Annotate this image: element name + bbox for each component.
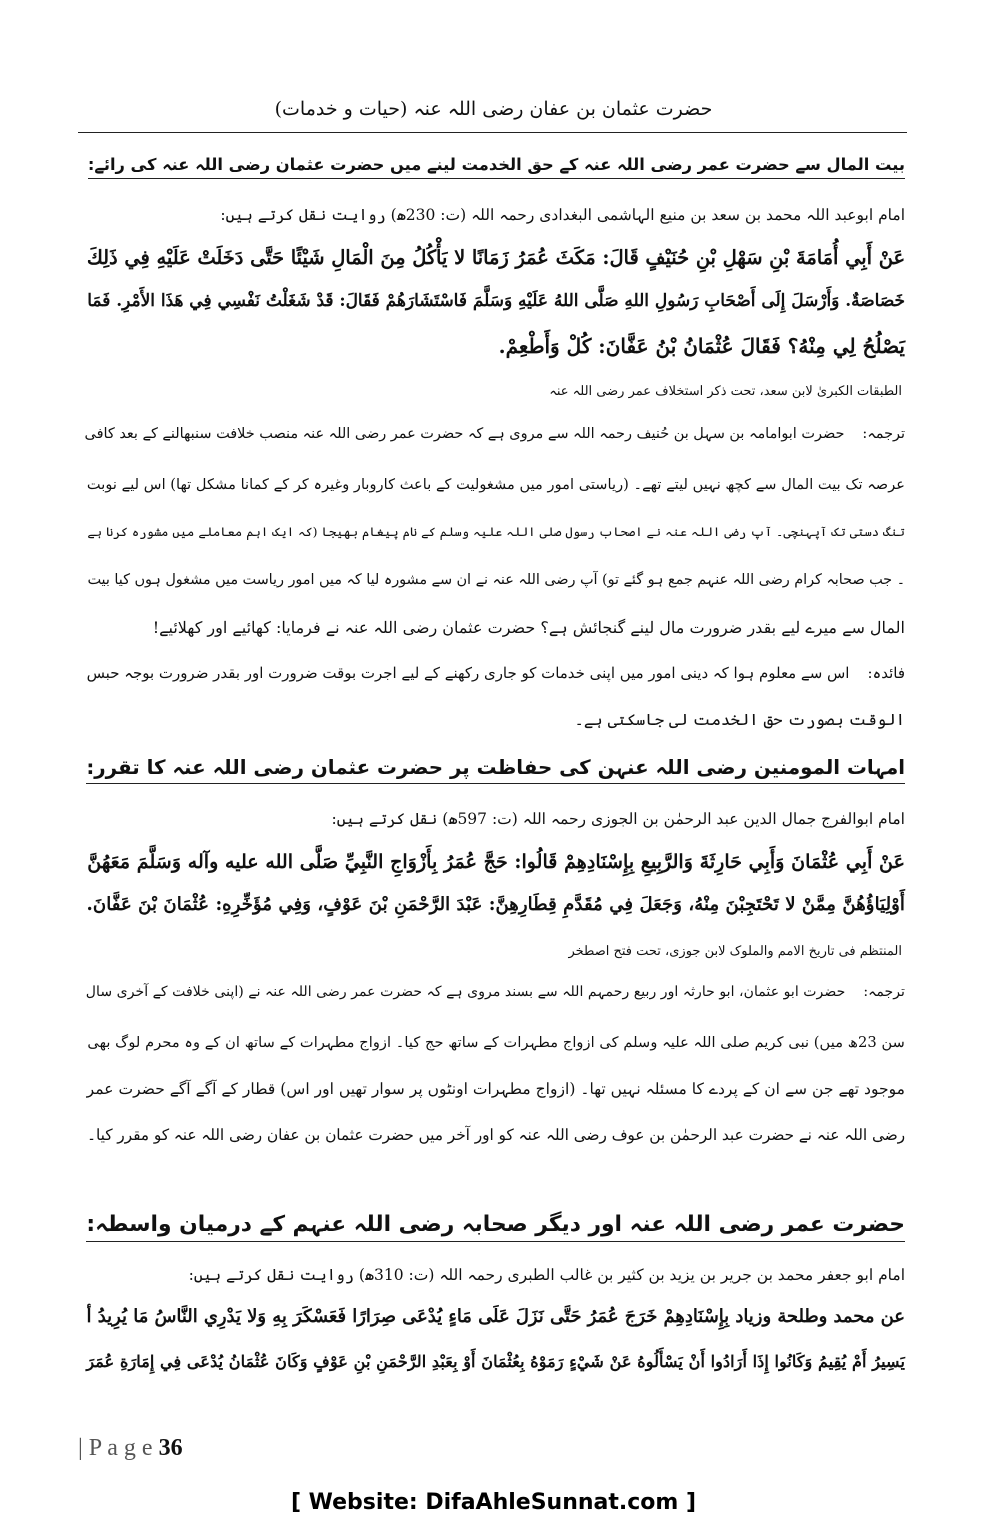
benefit-label: فائدہ: (867, 664, 905, 682)
arabic-text-line: خَصَاصَةٌ. وَأَرْسَلَ إِلَى أَصْحَابِ رَسُولِ اللهِ صَلَّى اللهُ عَلَيْهِ وَسَلَّمَ فَاسْتَشَارَهُمْ فَقَالَ: قَدْ شَغَلْتُ نَفْسِي فِي هَذَا الأَمْرِ. فَمَا (87, 290, 905, 310)
arabic-text-line: عَنْ أَبِي عُثْمَانَ وَأَبِي حَارِثَةَ وَالرَّبِيعِ بِإِسْنَادِهِمْ قَالُوا: حَجَّ عُمَرُ بِأَزْوَاجِ النَّبِيِّ صَلَّى الله عليه وآله وَسَلَّمَ مَعَهُنَّ (87, 850, 905, 873)
source-citation: الطبقات الکبریٰ لابن سعد، تحت ذکر استخلاف عمر رضی اللہ عنہ (549, 384, 902, 399)
translation-line: موجود تھے جن سے ان کے پردے کا مسئلہ نہیں تھا۔ (ازواج مطہرات اونٹوں پر سوار تھیں اور اس) قطار کے آگے آگے حضرت عمر (86, 1080, 905, 1098)
section-heading-1: بیت المال سے حضرت عمر رضی اللہ عنہ کے حق الخدمت لینے میں حضرت عثمان رضی اللہ عنہ کی رائے: (88, 155, 905, 179)
translation-text: حضرت ابوامامہ بن سہل بن حُنیف رحمہ اللہ سے مروی ہے کہ حضرت عمر رضی اللہ عنہ منصب خلافت سنبھالنے کے بعد کافی (84, 426, 845, 442)
section-heading-2: امہات المومنین رضی اللہ عنہن کی حفاظت پر حضرت عثمان رضی اللہ عنہ کا تقرر: (86, 756, 905, 784)
translation-label: ترجمہ: (863, 984, 905, 1000)
translation-label: ترجمہ: (862, 426, 905, 442)
arabic-text-line: عن محمد وطلحة وزياد بِإِسْنَادِهِمْ خَرَجَ عُمَرُ حَتَّى نَزَلَ عَلَى مَاءٍ يُدْعَى صِرَارًا فَعَسْكَرَ بِهِ وَلا يَدْرِي النَّاسُ مَا يُرِيدُ أ (86, 1306, 905, 1327)
translation-line: ۔ جب صحابہ کرام رضی اللہ عنہم جمع ہو گئے تو) آپ رضی اللہ عنہ نے ان سے مشورہ لیا کہ میں امور ریاست میں مشغول ہوں کیا بیت (87, 572, 905, 588)
translation-line: سن 23ھ میں) نبی کریم صلی اللہ علیہ وسلم کی ازواج مطہرات کے ساتھ حج کیا۔ ازواج مطہرات کے ساتھ ان کے وہ محرم لوگ بھی (87, 1034, 905, 1051)
translation-line: رضی اللہ عنہ نے حضرت عبد الرحمٰن بن عوف رضی اللہ عنہ کو اور آخر میں حضرت عثمان بن عفان رضی اللہ عنہ کو مقرر کیا۔ (87, 1126, 905, 1144)
page-label: | P a g e (78, 1435, 159, 1461)
page-number-value: 36 (158, 1435, 183, 1461)
translation-line (85, 426, 905, 442)
translation-line: عرصہ تک بیت المال سے کچھ نہیں لیتے تھے۔ (ریاستی امور میں مشغولیت کے باعث کاروبار وغیرہ کر کے کمانا مشکل تھا) اس لیے نوبت (86, 476, 905, 493)
translation-text: حضرت ابو عثمان، ابو حارثہ اور ربیع رحمہم اللہ سے بسند مروی ہے کہ حضرت عمر رضی اللہ عنہ نے (اپنی خلافت کے آخری سال (85, 984, 846, 1000)
arabic-text-line: عَنْ أَبِي أُمَامَةَ بْنِ سَهْلِ بْنِ حُنَيْفٍ قَالَ: مَكَثَ عُمَرُ زَمَانًا لا يَأْكُلُ مِنَ الْمَالِ شَيْئًا حَتَّى دَخَلَتْ عَلَيْهِ فِي ذَلِكَ (86, 246, 905, 269)
benefit-text: اس سے معلوم ہوا کہ دینی امور میں اپنی خدمات کو جاری رکھنے کے لیے اجرت بوقت ضرورت اور بقدر ضرورت بوجہ حبس (86, 664, 850, 682)
section-heading-3: حضرت عمر رضی اللہ عنہ اور دیگر صحابہ رضی اللہ عنہم کے درمیان واسطہ: (86, 1212, 905, 1242)
page-number (78, 1435, 183, 1462)
translation-line: تنگ دستی تک آپہنچی۔ آپ رضی اللہ عنہ نے اصحاب رسول صلی اللہ علیہ وسلم کے نام پیغام بھیجا (کہ ایک اہم معاملے میں مشورہ کرنا ہے (87, 524, 905, 539)
translation-line: المال سے میرے لیے بقدر ضرورت مال لینے گنجائش ہے؟ حضرت عثمان رضی اللہ عنہ نے فرمایا: کھائیے اور کھلائیے! (152, 618, 905, 637)
benefit-line: الوقت بصورت حق الخدمت لی جاسکتی ہے۔ (574, 710, 905, 729)
header-divider (78, 132, 907, 133)
arabic-text-line: يَسِيرُ أَمْ يُقِيمُ وَكَانُوا إِذَا أَرَادُوا أَنْ يَسْأَلُوهُ عَنْ شَيْءٍ رَمَوْهُ بِعُثْمَانَ أَوْ بِعَبْدِ الرَّحْمَنِ بْنِ عَوْفٍ وَكَانَ عُثْمَانُ يُدْعَى فِي إِمَارَةِ عُمَرَ (86, 1352, 905, 1371)
arabic-text-line: يَصْلُحُ لِي مِنْهُ؟ فَقَالَ عُثْمَانُ بْنُ عَفَّانَ: كُلْ وَأَطْعِمْ. (498, 334, 905, 358)
benefit-line (87, 664, 905, 682)
arabic-text-line: أَوْلِيَاؤُهُنَّ مِمَّنْ لا تَحْتَجِبْنَ مِنْهُ، وَجَعَلَ فِي مُقَدَّمِ قِطَارِهِنَّ: عَبْدَ الرَّحْمَنِ بْنَ عَوْفٍ، وَفِي مُؤَخِّرِهِ: عُثْمَانَ بْنَ عَفَّانَ. (86, 894, 905, 915)
website-banner: [ Website: DifaAhleSunnat.com ] (290, 1490, 697, 1515)
section-3-intro: امام ابو جعفر محمد بن جریر بن یزید بن کثیر بن غالب الطبری رحمہ اللہ (ت: 310ھ) روایت نقل کرتے ہیں: (188, 1266, 905, 1284)
section-1-intro: امام ابوعبد اللہ محمد بن سعد بن منیع الہاشمی البغدادی رحمہ اللہ (ت: 230ھ) روایت نقل کرتے ہیں: (220, 206, 905, 224)
running-header: حضرت عثمان بن عفان رضی اللہ عنہ (حیات و خدمات) (274, 98, 713, 120)
section-2-intro: امام ابوالفرج جمال الدین عبد الرحمٰن بن الجوزی رحمہ اللہ (ت: 597ھ) نقل کرتے ہیں: (331, 810, 905, 828)
source-citation: المنتظم فی تاریخ الامم والملوک لابن جوزی، تحت فتح اصطخر (568, 944, 902, 959)
translation-line (86, 984, 905, 1000)
